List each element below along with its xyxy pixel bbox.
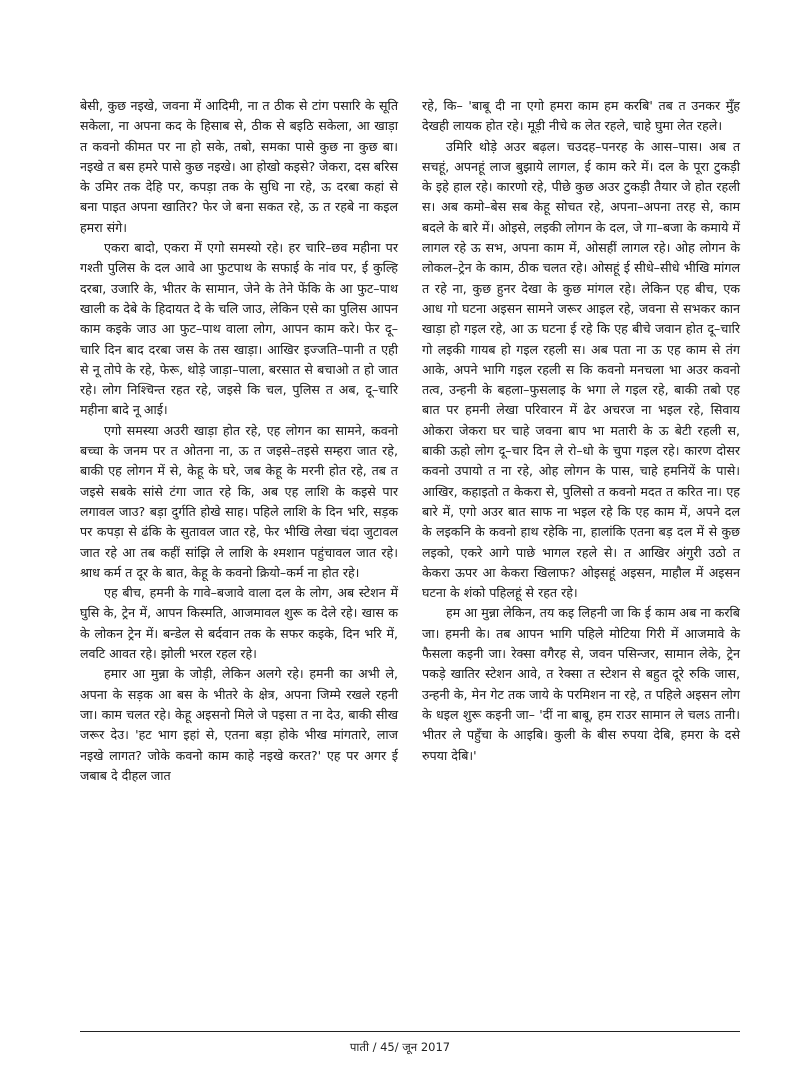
paragraph: एकरा बादो, एकरा में एगो समस्यो रहे। हर चारि–छव महीना पर गश्ती पुलिस के दल आवे आ फुटपाथ के सफाई के नांव पर, ई कुल्हि दरबा, उजारि के, भीतर के सामान, जेने के तेने फेंकि के आ फुट–पाथ खाली क देबे के हिदायत दे के चलि जाउ, लेकिन एसे का पुलिस आपन काम कइके जाउ आ फुट–पाथ वाला लोग, आपन काम करे। फेर दू–चारि दिन बाद दरबा जस के तस खाड़ा। आखिर इज्जति–पानी त एही से नू तोपे के रहे, फेरू, थोड़े जाड़ा–पाला, बरसात से बचाओ त हो जात रहे। लोग निश्चिन्त रहत रहे, जइसे कि चल, पुलिस त अब, दू–चारि महीना बादे नू आई। [80, 240, 398, 418]
right-column [422, 96, 740, 1024]
page-footer: पाती / 45/ जून 2017 [349, 1040, 451, 1054]
left-column [80, 96, 398, 1024]
paragraph: रहे, कि– 'बाबू दी ना एगो हमरा काम हम करबि' तब त उनकर मुँह देखही लायक होत रहे। मूड़ी नीचे क लेत रहले, चाहे घुमा लेत रहले। [422, 98, 740, 134]
paragraph: हमार आ मुन्ना के जोड़ी, लेकिन अलगे रहे। हमनी का अभी ले, अपना के सड़क आ बस के भीतरे के क्षेत्र, अपना जिम्मे रखले रहनी जा। काम चलत रहे। केहू अइसनो मिले जे पइसा त ना देउ, बाकी सीख जरूर देउ। 'हट भाग इहां से, एतना बड़ा होके भीख मांगतारे, लाज नइखे लागत? जोके कवनो काम काहे नइखे करत?' एह पर अगर ई जबाब दे दीहल जात [80, 666, 398, 783]
paragraph: उमिरि थोड़े अउर बढ़ल। चउदह–पनरह के आस–पास। अब त सचहूं, अपनहूं लाज बुझाये लागल, ई काम करे में। दल के पूरा टुकड़ी के इहे हाल रहे। कारणो रहे, पीछे कुछ अउर टुकड़ी तैयार जे होत रहली स। अब कमो–बेस सब केहू सोचत रहे, अपना–अपना तरह से, काम बदले के बारे में। ओइसे, लइकी लोगन के दल, जे गा–बजा के कमाये में लागल रहे ऊ सभ, अपना काम में, ओसहीं लागल रहे। ओह लोगन के लोकल–ट्रेन के काम, ठीक चलत रहे। ओसहूं ई सीधे–सीधे भीखि मांगल त रहे ना, कुछ हुनर देखा के कुछ मांगल रहे। लेकिन एह बीच, एक आध गो घटना अइसन सामने जरूर आइल रहे, जवना से सभकर कान खाड़ा हो गइल रहे, आ ऊ घटना ई रहे कि एह बीचे जवान होत दू–चारि गो लइकी गायब हो गइल रहली स। अब पता ना ऊ एह काम से तंग आके, अपने भागि गइल रहली स कि कवनो मनचला भा अउर कवनो तत्व, उन्हनी के बहला–फुसलाइ के भगा ले गइल रहे, बाकी तबो एह बात पर हमनी लेखा परिवारन में ढेर अचरज ना भइल रहे, सिवाय ओकरा जेकरा घर चाहे जवना बाप भा मतारी के ऊ बेटी रहली स, बाकी ऊहो लोग दू–चार दिन ले रो–धो के चुपा गइल रहे। कारण दोसर कवनो उपायो त ना रहे, ओह लोगन के पास, चाहे हमनियें के पासे। आखिर, कहाइतो त केकरा से, पुलिसो त कवनो मदत त करित ना। एह बारे में, एगो अउर बात साफ ना भइल रहे कि एह काम में, अपने दल के लइकनि के कवनो हाथ रहेकि ना, हालांकि एतना बड़ दल में से कुछ लइको, एकरे आगे पाछे भागल रहले से। त आखिर अंगुरी उठो त केकरा ऊपर आ केकरा खिलाफ? ओइसहूं अइसन, माहौल में अइसन घटना के शंको पहिलहूं से रहत रहे। [422, 138, 740, 601]
paragraph: हम आ मुन्ना लेकिन, तय कइ लिहनी जा कि ई काम अब ना करबि जा। हमनी के। तब आपन भागि पहिले मोटिया गिरी में आजमावे के फैसला कइनी जा। रेक्सा वगैरह से, जवन पसिन्जर, सामान लेके, ट्रेन पकड़े खातिर स्टेशन आवे, त रेक्सा त स्टेशन से बहुत दूरे रुकि जास, उन्हनी के, मेन गेट तक जाये के परमिशन ना रहे, त पहिले अइसन लोग के धइल शुरू कइनी जा– 'दीं ना बाबू, हम राउर सामान ले चलऽ तानी। भीतर ले पहुँचा के आइबि। कुली के बीस रुपया देबि, हमरा के दसे रुपया देबि।' [422, 605, 740, 763]
paragraph: एह बीच, हमनी के गावे–बजावे वाला दल के लोग, अब स्टेशन में घुसि के, ट्रेन में, आपन किस्मति, आजमावल शुरू क देले रहे। खास क के लोकन ट्रेन में। बन्डेल से बर्दवान तक के सफर कइके, दिन भरि में, लवटि आवत रहे। झोली भरल रहल रहे। [80, 585, 398, 662]
paragraph: बेसी, कुछ नइखे, जवना में आदिमी, ना त ठीक से टांग पसारि के सूति सकेला, ना अपना कद के हिसाब से, ठीक से बइठि सकेला, आ खाड़ा त कवनो कीमत पर ना हो सके, तबो, समका पासे कुछ ना कुछ बा। नइखे त बस हमरे पासे कुछ नइखे। आ होखो कइसे? जेकरा, दस बरिस के उमिर तक देहि पर, कपड़ा तक के सुधि ना रहे, ऊ दरबा कहां से बना पाइत अपना खातिर? फेर जे बना सकत रहे, ऊ त रहबे ना कइल हमरा संगे। [80, 98, 398, 235]
article-body [80, 96, 740, 1024]
footer-rule [80, 1031, 740, 1032]
paragraph: एगो समस्या अउरी खाड़ा होत रहे, एह लोगन का सामने, कवनो बच्चा के जनम पर त ओतना ना, ऊ त जइसे–तइसे सम्हरा जात रहे, बाकी एह लोगन में से, केहू के घरे, जब केहू के मरनी होत रहे, तब त जइसे सबके सांसे टंगा जात रहे कि, अब एह लाशि के कइसे पार लगावल जाउ? बड़ा दुर्गति होखे साह। पहिले लाशि के दिन भरि, सड़क पर कपड़ा से ढंकि के सुतावल जात रहे, फेर भीखि लेखा चंदा जुटावल जात रहे आ तब कहीं सांझि ले लाशि के श्मशान पहुंचावल जात रहे। श्राध कर्म त दूर के बात, केहू के कवनो क्रियो–कर्म ना होत रहे। [80, 422, 398, 580]
